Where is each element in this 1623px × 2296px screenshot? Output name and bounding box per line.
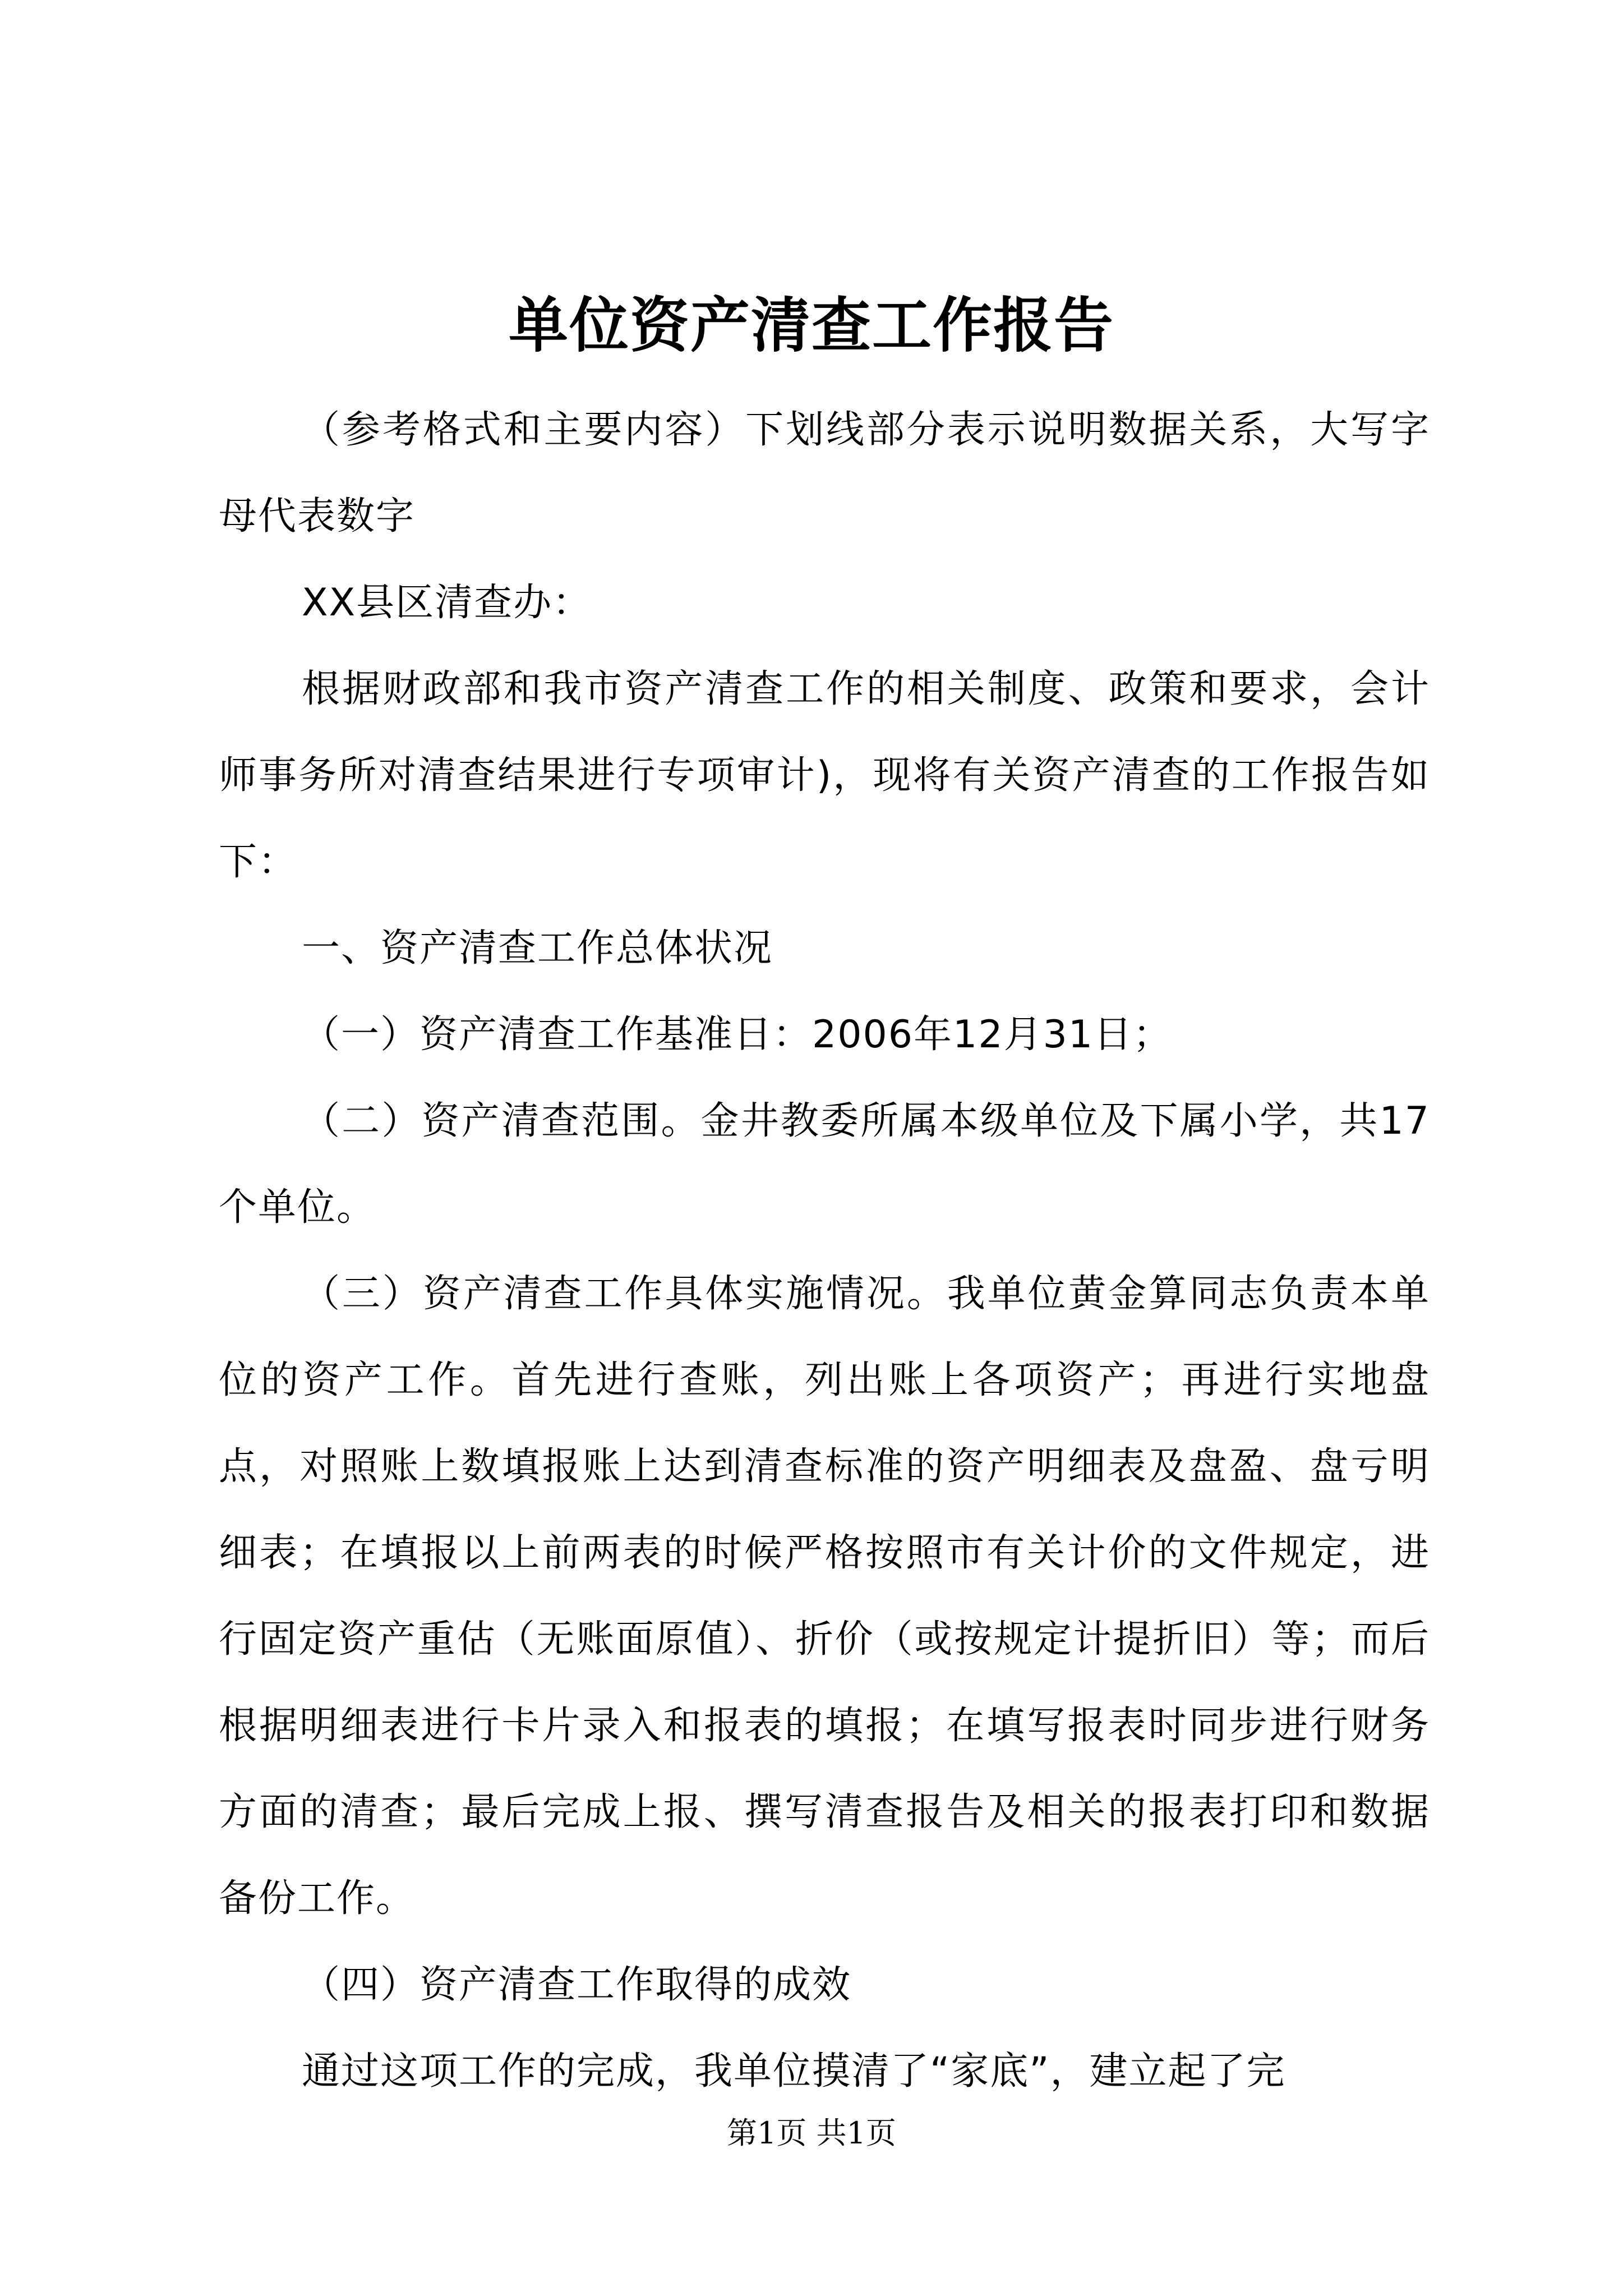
page-number-footer: 第1页 共1页 [727, 2115, 896, 2151]
document-body [219, 387, 1430, 2115]
paragraph-intro-note: （参考格式和主要内容）下划线部分表示说明数据关系，大写字母代表数字 [219, 408, 1430, 539]
paragraph-item-4: （四）资产清查工作取得的成效 [302, 1963, 852, 2007]
paragraph-item-2: （二）资产清查范围。金井教委所属本级单位及下属小学，共17个单位。 [219, 1099, 1430, 1230]
document-title: 单位资产清查工作报告 [509, 290, 1114, 360]
paragraph-item-1: （一）资产清查工作基准日：2006年12月31日； [302, 1013, 1173, 1057]
paragraph-addressee: XX县区清查办： [302, 581, 592, 625]
paragraph-results: 通过这项工作的完成，我单位摸清了“家底”，建立起了完 [302, 2049, 1286, 2093]
heading-section-1: 一、资产清查工作总体状况 [302, 926, 773, 970]
paragraph-item-3: （三）资产清查工作具体实施情况。我单位黄金算同志负责本单位的资产工作。首先进行查账，列出账上各项资产；再进行实地盘点，对照账上数填报账上达到清查标准的资产明细表及盘盈、盘亏明细表；在填报以上前两表的时候严格按照市有关计价的文件规定，进行固定资产重估（无账面原值）、折价（或按规定计提折旧）等；而后根据明细表进行卡片录入和报表的填报；在填写报表时同步进行财务方面的清查；最后完成上报、撰写清查报告及相关的报表打印和数据备份工作。 [219, 1272, 1430, 1921]
paragraph-basis: 根据财政部和我市资产清查工作的相关制度、政策和要求，会计师事务所对清查结果进行专项审计)，现将有关资产清查的工作报告如下： [219, 667, 1430, 884]
